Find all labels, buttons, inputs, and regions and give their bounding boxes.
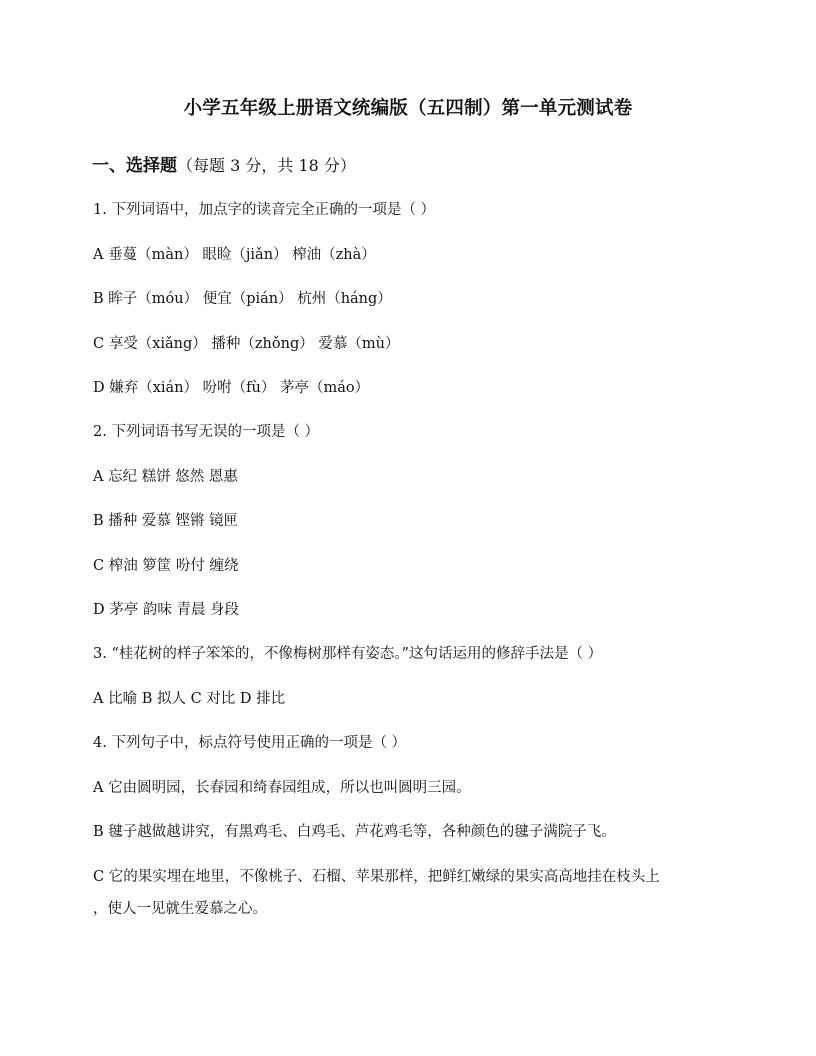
section-heading	[92, 151, 356, 176]
question-2-option-c: C 榨油 箩筐 吩付 缠绕	[93, 558, 239, 574]
question-4-option-c-continued: ，使人一见就生爱慕之心。	[93, 901, 267, 917]
question-4-option-b: B 毽子越做越讲究，有黑鸡毛、白鸡毛、芦花鸡毛等，各种颜色的毽子满院子飞。	[93, 824, 616, 840]
question-1-option-b: B 眸子（móu） 便宜（pián） 杭州（háng）	[93, 291, 392, 307]
question-4-option-c: C 它的果实埋在地里，不像桃子、石榴、苹果那样，把鲜红嫩绿的果实高高地挂在枝头上	[93, 869, 660, 885]
question-2-option-b: B 播种 爱慕 铿锵 镜匣	[93, 513, 239, 529]
question-4-option-a: A 它由圆明园，长春园和绮春园组成，所以也叫圆明三园。	[93, 780, 471, 796]
question-2-option-a: A 忘纪 糕饼 悠然 恩惠	[93, 469, 238, 485]
question-1-option-c: C 享受（xiǎng） 播种（zhǒng） 爱慕（mù）	[93, 336, 400, 352]
question-3-stem: 3. “桂花树的样子笨笨的，不像梅树那样有姿态。”这句话运用的修辞手法是（ ）	[93, 646, 603, 662]
question-1-stem: 1. 下列词语中，加点字的读音完全正确的一项是（ ）	[93, 202, 436, 218]
question-4-stem: 4. 下列句子中，标点符号使用正确的一项是（ ）	[93, 735, 407, 751]
question-1-option-d: D 嫌弃（xián） 吩咐（fù） 茅亭（máo）	[93, 380, 370, 396]
question-3-options: A 比喻 B 拟人 C 对比 D 排比	[93, 691, 286, 707]
section-heading-label: 一、选择题	[92, 156, 177, 176]
document-title: 小学五年级上册语文统编版（五四制）第一单元测试卷	[183, 98, 633, 119]
question-2-stem: 2. 下列词语书写无误的一项是（ ）	[93, 424, 320, 440]
section-heading-note: （每题 3 分，共 18 分）	[177, 156, 356, 175]
question-1-option-a: A 垂蔓（màn） 眼睑（jiǎn） 榨油（zhà）	[93, 247, 376, 263]
question-2-option-d: D 茅亭 韵味 青晨 身段	[93, 602, 240, 618]
